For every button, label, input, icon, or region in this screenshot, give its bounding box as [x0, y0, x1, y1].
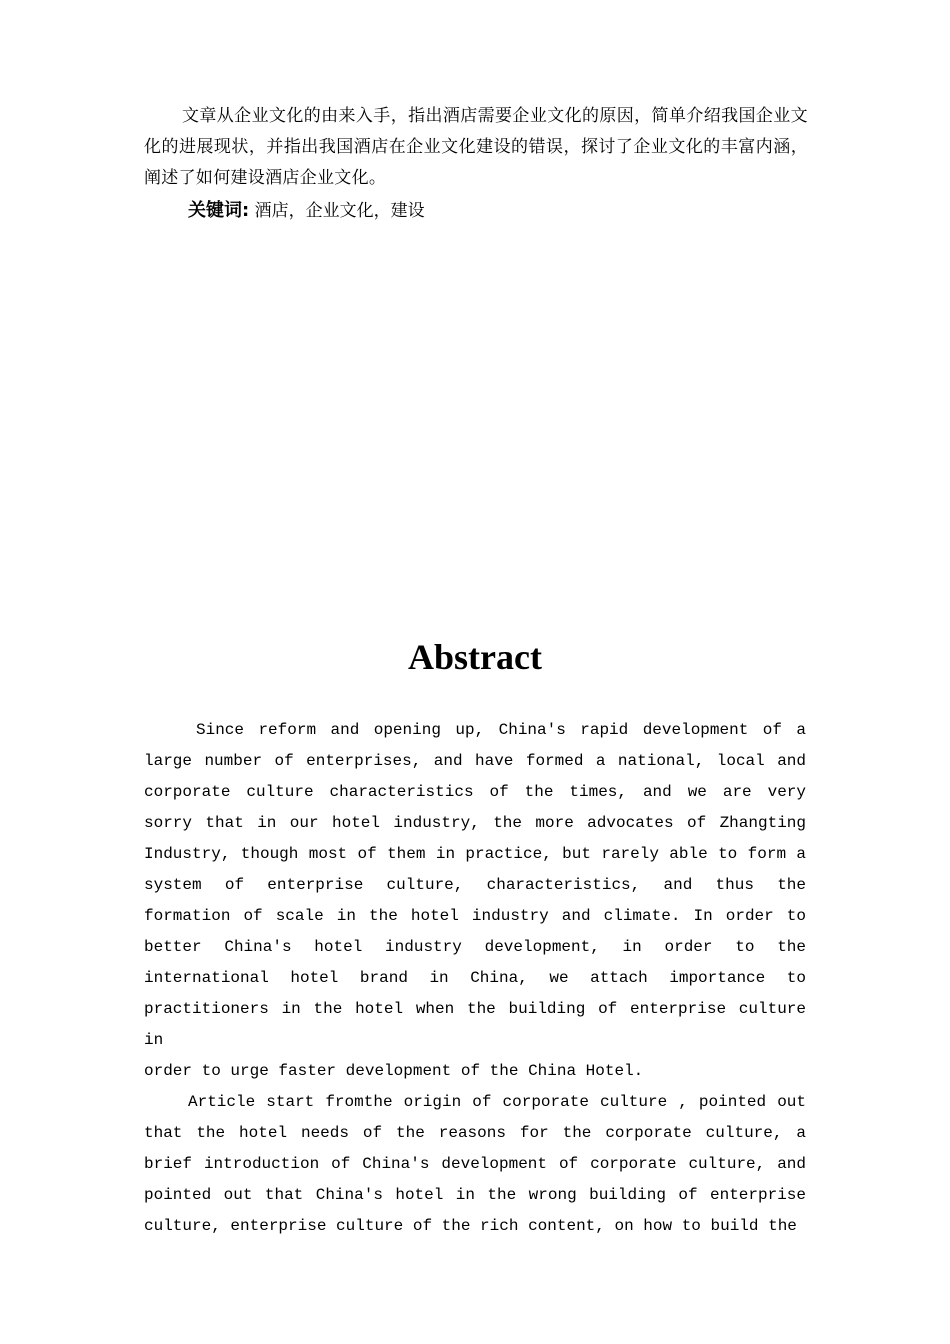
chinese-keywords — [188, 195, 425, 227]
keywords-label: 关键词: — [188, 200, 250, 221]
chinese-abstract-paragraph: 文章从企业文化的由来入手，指出酒店需要企业文化的原因，简单介绍我国企业文化的进展现状，并指出我国酒店在企业文化建设的错误，探讨了企业文化的丰富内涵，阐述了如何建设酒店企业文化。 — [144, 106, 808, 188]
english-abstract-paragraph-1: Since reform and opening up, China's rapid development of a large number of enterprises, and have formed a national, local and corporate culture characteristics of the times, and we are very sorry that in our hotel industry, the more advocates of Zhangting Industry, though most of them in practice, but rarely able to form a system of enterprise culture, characteristics, and thus the formation of scale in the hotel industry and climate. In order to better China's hotel industry development, in order to the international hotel brand in China, we attach importance to practitioners in the hotel when the building of enterprise culture in — [144, 721, 806, 1049]
english-abstract-paragraph-2: Article start fromthe origin of corporate culture , pointed out that the hotel needs of the reasons for the corporate culture, a brief introduction of China's development of corporate culture, and pointed out that China's hotel in the wrong building of enterprise culture, enterprise culture of the rich content, on how to build the — [144, 1093, 806, 1235]
english-abstract-paragraph-1-tail: order to urge faster development of the China Hotel. — [144, 1062, 644, 1080]
english-abstract-body — [144, 715, 806, 1242]
abstract-title: Abstract — [408, 637, 542, 677]
keywords-value: 酒店，企业文化，建设 — [249, 201, 425, 221]
